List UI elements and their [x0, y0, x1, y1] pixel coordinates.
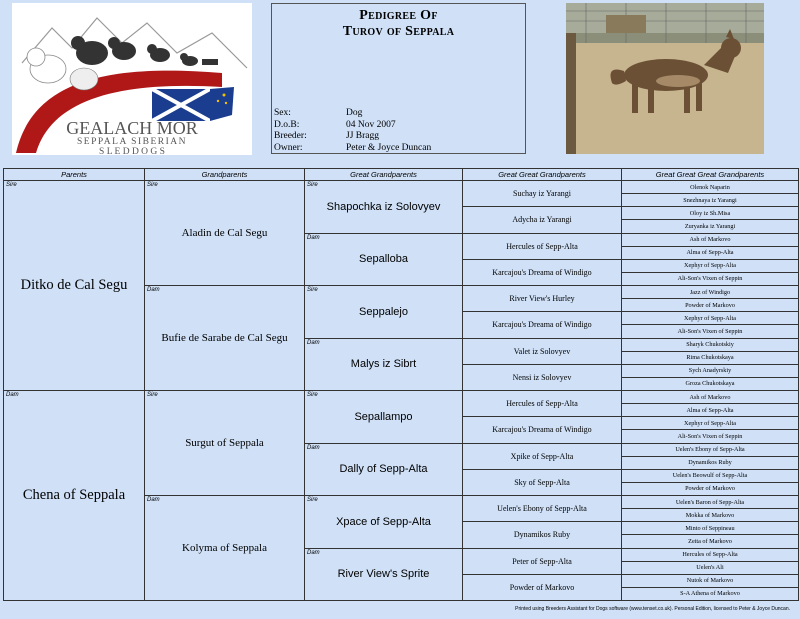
- ggg-grandparent-name: Groza Chukotskaya: [685, 380, 735, 388]
- ggg-grandparent-cell: [622, 377, 799, 390]
- pedigree-body: [4, 181, 799, 601]
- ggg-grandparent-cell: [622, 548, 799, 561]
- dog-info: [274, 108, 431, 154]
- gg-grandparent-name: Hercules of Sepp-Alta: [506, 241, 578, 251]
- ggg-grandparent-name: Mokka of Markovo: [685, 511, 735, 519]
- gg-grandparent-cell: [463, 391, 622, 417]
- grandparent-cell: [145, 391, 305, 496]
- gg-grandparent-name: Karcajou's Dreama of Windigo: [492, 425, 592, 435]
- sex-label: Dam: [6, 392, 19, 398]
- ggg-grandparent-name: Ali-Son's Vixen of Seppin: [677, 432, 743, 440]
- ggg-grandparent-cell: [622, 272, 799, 285]
- ggg-grandparent-cell: [622, 482, 799, 495]
- ggg-grandparent-cell: [622, 456, 799, 469]
- gg-grandparent-name: Karcajou's Dreama of Windigo: [492, 320, 592, 330]
- ggg-grandparent-name: Ash of Markovo: [689, 236, 731, 244]
- ggg-grandparent-name: Olenok Naparin: [690, 183, 730, 191]
- pedigree-row: [4, 391, 799, 404]
- ggg-grandparent-cell: [622, 181, 799, 194]
- ggg-grandparent-name: Dynamikos Ruby: [688, 459, 732, 467]
- great-grandparent-name: Sepallampo: [354, 410, 413, 423]
- great-grandparent-cell: [305, 286, 463, 339]
- ggg-grandparent-name: Rima Chukotskaya: [686, 354, 734, 362]
- ggg-grandparent-name: Sharyk Chukotskiy: [686, 341, 734, 349]
- ggg-grandparent-name: Uelen's Baron of Sepp-Alta: [675, 498, 745, 506]
- ggg-grandparent-name: Ali-Son's Vixen of Seppin: [677, 327, 743, 335]
- sex-label: Sire: [6, 182, 17, 188]
- great-grandparent-name: Sepalloba: [359, 253, 408, 266]
- gg-grandparent-name: Adycha iz Yarangi: [512, 215, 572, 225]
- header-grandparents: Grandparents: [145, 169, 305, 181]
- gg-grandparent-cell: [463, 443, 622, 469]
- gg-grandparent-cell: [463, 574, 622, 600]
- pedigree-title: Pedigree Of: [359, 8, 438, 23]
- kennel-logo-graphic: [12, 3, 252, 155]
- dog-photo: [566, 3, 764, 154]
- gg-grandparent-name: Nensi iz Solovyev: [512, 372, 572, 382]
- sex-label: Sire: [307, 392, 318, 398]
- gg-grandparent-cell: [463, 338, 622, 364]
- ggg-grandparent-name: Powder of Markovo: [685, 301, 735, 309]
- sex-label: Dam: [307, 549, 320, 556]
- grandparent-name: Aladin de Cal Segu: [181, 227, 268, 239]
- sex-label: Sire: [147, 392, 158, 398]
- gg-grandparent-name: Uelen's Ebony of Sepp-Alta: [497, 504, 587, 514]
- ggg-grandparent-cell: [622, 194, 799, 207]
- parent-name: Chena of Seppala: [22, 487, 126, 503]
- ggg-grandparent-cell: [622, 299, 799, 312]
- sex-label: Dam: [307, 234, 320, 241]
- info-label: D.o.B:: [274, 119, 300, 130]
- pedigree-row: [4, 181, 799, 194]
- header-great-great-grandparents: Great Great Grandparents: [463, 169, 622, 181]
- ggg-grandparent-name: Alma of Sepp-Alta: [686, 249, 734, 257]
- info-value: JJ Bragg: [346, 131, 379, 141]
- ggg-grandparent-name: Minto of Seppineau: [685, 524, 735, 532]
- gg-grandparent-cell: [463, 496, 622, 522]
- footer-note: Printed using Breeders Assistant for Dogs software (www.tenset.co.uk). Personal Edition, licensed to Peter & Joyce Duncan.: [515, 606, 790, 612]
- gg-grandparent-cell: [463, 181, 622, 207]
- gg-grandparent-name: Dynamikos Ruby: [513, 530, 571, 540]
- gg-grandparent-name: Karcajou's Dreama of Windigo: [492, 267, 592, 277]
- info-label: Sex:: [274, 108, 291, 118]
- great-grandparent-cell: [305, 181, 463, 234]
- grandparent-name: Bufie de Sarabe de Cal Segu: [161, 332, 288, 344]
- info-value: 04 Nov 2007: [346, 119, 396, 130]
- gg-grandparent-cell: [463, 312, 622, 338]
- logo-subtitle: SEPPALA SIBERIAN: [77, 137, 187, 147]
- ggg-grandparent-cell: [622, 286, 799, 299]
- sex-label: Sire: [307, 182, 318, 188]
- sex-label: Sire: [307, 287, 318, 293]
- pedigree-title-box: [271, 3, 526, 154]
- grandparent-name: Surgut of Seppala: [185, 437, 264, 449]
- ggg-grandparent-cell: [622, 404, 799, 417]
- ggg-grandparent-cell: [622, 220, 799, 233]
- logo-subtitle2: S L E D D O G S: [99, 147, 165, 155]
- great-grandparent-name: Dally of Sepp-Alta: [339, 463, 428, 476]
- ggg-grandparent-name: Ali-Son's Vixen of Seppin: [677, 275, 743, 283]
- gg-grandparent-cell: [463, 364, 622, 390]
- ggg-grandparent-name: Zuryanka iz Yarangi: [684, 222, 736, 230]
- ggg-grandparent-cell: [622, 496, 799, 509]
- header-great-great-great-grandparents: Great Great Great Grandparents: [622, 169, 799, 181]
- ggg-grandparent-cell: [622, 587, 799, 600]
- gg-grandparent-name: Suchay iz Yarangi: [513, 189, 571, 199]
- great-grandparent-cell: [305, 391, 463, 444]
- great-grandparent-cell: [305, 233, 463, 286]
- info-row-breeder: [274, 131, 431, 143]
- info-row-dob: [274, 120, 431, 132]
- grandparent-cell: [145, 181, 305, 286]
- info-row-sex: [274, 108, 431, 120]
- parent-cell: [4, 391, 145, 601]
- gg-grandparent-name: Xpike of Sepp-Alta: [510, 451, 574, 461]
- grandparent-name: Kolyma of Seppala: [182, 542, 267, 554]
- ggg-grandparent-name: Xephyr of Sepp-Alta: [684, 262, 736, 270]
- header-row: [4, 169, 799, 181]
- kennel-logo: [12, 3, 252, 155]
- logo-name: GEALACH MOR: [66, 118, 198, 138]
- ggg-grandparent-name: Snezhnaya iz Yarangi: [683, 196, 737, 204]
- sex-label: Dam: [147, 287, 160, 293]
- gg-grandparent-name: Hercules of Sepp-Alta: [506, 399, 578, 409]
- info-value: Dog: [346, 108, 363, 118]
- gg-grandparent-cell: [463, 259, 622, 285]
- ggg-grandparent-cell: [622, 364, 799, 377]
- ggg-grandparent-cell: [622, 246, 799, 259]
- grandparent-cell: [145, 286, 305, 391]
- sex-label: Dam: [307, 339, 320, 346]
- header-great-grandparents: Great Grandparents: [305, 169, 463, 181]
- pedigree-table: [3, 168, 799, 601]
- ggg-grandparent-name: Nutok of Markovo: [686, 577, 734, 585]
- great-grandparent-name: Shapochka iz Solovyev: [326, 200, 441, 213]
- gg-grandparent-name: Valet iz Solovyev: [513, 346, 571, 356]
- gg-grandparent-cell: [463, 233, 622, 259]
- ggg-grandparent-name: Uelen's Ali: [696, 564, 724, 572]
- gg-grandparent-cell: [463, 207, 622, 233]
- ggg-grandparent-cell: [622, 325, 799, 338]
- ggg-grandparent-cell: [622, 535, 799, 548]
- ggg-grandparent-name: Uelen's Beowulf of Sepp-Alta: [672, 472, 748, 480]
- sex-label: Dam: [147, 497, 160, 503]
- gg-grandparent-cell: [463, 417, 622, 443]
- gg-grandparent-name: Peter of Sepp-Alta: [512, 556, 572, 566]
- gg-grandparent-name: Sky of Sepp-Alta: [514, 477, 570, 487]
- ggg-grandparent-cell: [622, 312, 799, 325]
- ggg-grandparent-cell: [622, 561, 799, 574]
- dog-name-title: Turov of Seppala: [342, 24, 455, 39]
- ggg-grandparent-name: Oloy iz Sh.Misa: [689, 209, 731, 217]
- ggg-grandparent-cell: [622, 338, 799, 351]
- ggg-grandparent-name: S-A Athena of Markovo: [680, 590, 740, 598]
- ggg-grandparent-name: Hercules of Sepp-Alta: [682, 551, 738, 559]
- ggg-grandparent-name: Powder of Markovo: [685, 485, 735, 493]
- flag-icon: [152, 87, 234, 121]
- ggg-grandparent-cell: [622, 391, 799, 404]
- info-label: Owner:: [274, 142, 303, 153]
- gg-grandparent-cell: [463, 286, 622, 312]
- ggg-grandparent-cell: [622, 522, 799, 535]
- ggg-grandparent-cell: [622, 207, 799, 220]
- ggg-grandparent-cell: [622, 430, 799, 443]
- great-grandparent-name: Malys iz Sibrt: [350, 358, 417, 371]
- ggg-grandparent-name: Uelen's Ebony of Sepp-Alta: [675, 446, 745, 454]
- info-row-owner: [274, 143, 431, 155]
- great-grandparent-cell: [305, 443, 463, 496]
- ggg-grandparent-cell: [622, 469, 799, 482]
- sex-label: Sire: [307, 497, 318, 503]
- great-grandparent-name: Seppalejo: [359, 305, 408, 318]
- gg-grandparent-name: River View's Hurley: [509, 294, 575, 304]
- great-grandparent-name: Xpace of Sepp-Alta: [336, 515, 431, 528]
- parent-name: Ditko de Cal Segu: [20, 277, 128, 293]
- great-grandparent-cell: [305, 548, 463, 601]
- info-label: Breeder:: [274, 131, 307, 141]
- gg-grandparent-name: Powder of Markovo: [509, 582, 575, 592]
- gg-grandparent-cell: [463, 548, 622, 574]
- ggg-grandparent-cell: [622, 233, 799, 246]
- great-grandparent-cell: [305, 338, 463, 391]
- ggg-grandparent-name: Zeita of Markovo: [688, 537, 732, 545]
- grandparent-cell: [145, 496, 305, 601]
- ggg-grandparent-cell: [622, 574, 799, 587]
- ggg-grandparent-cell: [622, 417, 799, 430]
- sex-label: Sire: [147, 182, 158, 188]
- ggg-grandparent-name: Alma of Sepp-Alta: [686, 406, 734, 414]
- ggg-grandparent-name: Sych Anadyrskiy: [688, 367, 732, 375]
- ggg-grandparent-name: Ash of Markovo: [689, 393, 731, 401]
- ggg-grandparent-cell: [622, 259, 799, 272]
- gg-grandparent-cell: [463, 469, 622, 495]
- ggg-grandparent-cell: [622, 509, 799, 522]
- dog-photo-graphic: [566, 3, 764, 154]
- ggg-grandparent-cell: [622, 443, 799, 456]
- header-parents: Parents: [4, 169, 145, 181]
- gg-grandparent-cell: [463, 522, 622, 548]
- info-value: Peter & Joyce Duncan: [346, 142, 432, 153]
- great-grandparent-name: River View's Sprite: [337, 568, 430, 581]
- great-grandparent-cell: [305, 496, 463, 549]
- parent-cell: [4, 181, 145, 391]
- ggg-grandparent-name: Jazz of Windigo: [689, 288, 731, 296]
- ggg-grandparent-name: Xephyr of Sepp-Alta: [684, 314, 736, 322]
- sex-label: Dam: [307, 444, 320, 451]
- ggg-grandparent-name: Xephyr of Sepp-Alta: [684, 419, 736, 427]
- ggg-grandparent-cell: [622, 351, 799, 364]
